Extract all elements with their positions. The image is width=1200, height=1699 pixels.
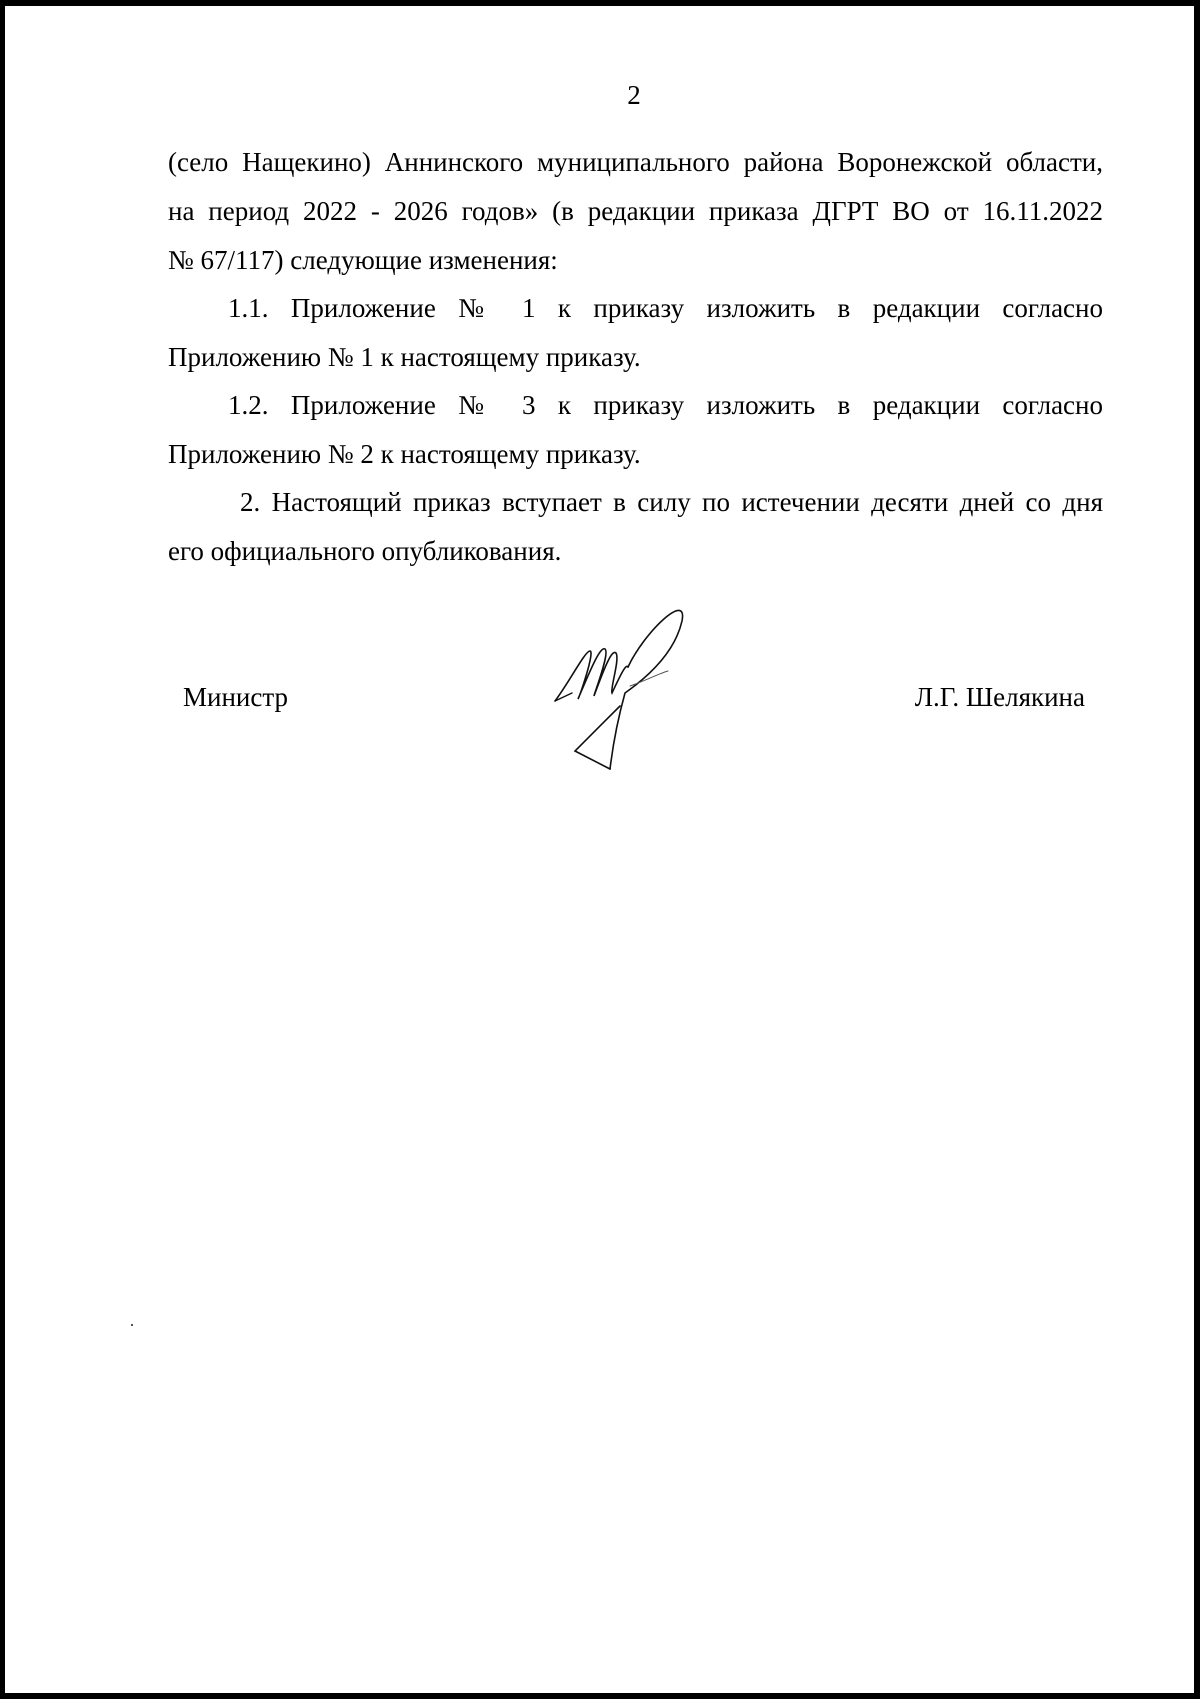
signatory-name: Л.Г. Шелякина	[914, 682, 1085, 712]
paragraph-1-line-1: (село Нащекино) Аннинского муниципального района Воронежской области,	[168, 147, 1103, 177]
page-number: 2	[627, 80, 641, 110]
signatory-role: Министр	[183, 682, 288, 712]
scan-speck	[131, 1324, 133, 1326]
item-2-line-2: его официального опубликования.	[168, 536, 562, 566]
paragraph-1-line-3: № 67/117) следующие изменения:	[168, 245, 558, 275]
item-1-2-line-2: Приложению № 2 к настоящему приказу.	[168, 439, 641, 469]
paragraph-1-line-2: на период 2022 - 2026 годов» (в редакции приказа ДГРТ ВО от 16.11.2022	[168, 196, 1103, 226]
item-1-1-line-1: 1.1. Приложение № 1 к приказу изложить в редакции согласно	[228, 293, 1103, 323]
handwritten-signature	[550, 601, 700, 771]
item-1-1-line-2: Приложению № 1 к настоящему приказу.	[168, 342, 641, 372]
item-1-2-line-1: 1.2. Приложение № 3 к приказу изложить в редакции согласно	[228, 390, 1103, 420]
item-2-line-1: 2. Настоящий приказ вступает в силу по истечении десяти дней со дня	[240, 487, 1103, 517]
